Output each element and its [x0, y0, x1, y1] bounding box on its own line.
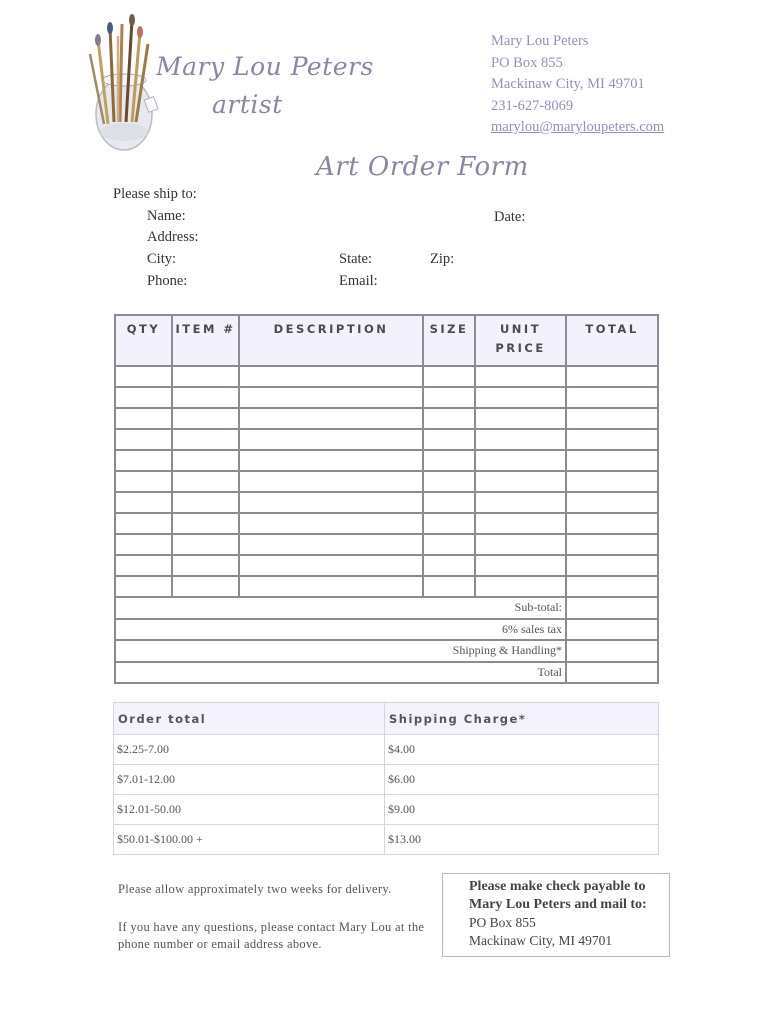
city-label: City: [147, 251, 177, 267]
subtotal-row [115, 597, 658, 619]
delivery-note: Please allow approximately two weeks for delivery. [118, 882, 392, 896]
grand-total-label: Total [115, 662, 566, 684]
form-title: Art Order Form [316, 152, 529, 182]
item-row[interactable] [115, 408, 658, 429]
email-label: Email: [339, 273, 378, 289]
state-label: State: [339, 251, 373, 267]
sales-tax-row [115, 619, 658, 641]
header-qty: QTY [115, 315, 172, 366]
order-range: $12.01-50.00 [114, 795, 385, 825]
sales-tax-label: 6% sales tax [115, 619, 566, 641]
shipping-charge-table [113, 702, 659, 855]
shipping-header-row [114, 703, 659, 735]
brush-jar-logo [84, 14, 344, 154]
item-row[interactable] [115, 555, 658, 576]
header-size: SIZE [423, 315, 475, 366]
subtotal-label: Sub-total: [115, 597, 566, 619]
shipping-charge: $13.00 [385, 825, 659, 855]
order-range: $2.25-7.00 [114, 735, 385, 765]
logo-subtitle: artist [212, 90, 283, 119]
shipping-row [114, 795, 659, 825]
shipping-row [114, 825, 659, 855]
item-row[interactable] [115, 534, 658, 555]
header-description: DESCRIPTION [239, 315, 423, 366]
item-row[interactable] [115, 450, 658, 471]
header-unit-price: UNIT PRICE [475, 315, 566, 366]
grand-total-row [115, 662, 658, 684]
payment-instructions-box [442, 873, 670, 957]
shipping-handling-value[interactable] [566, 640, 658, 662]
contact-po-box: PO Box 855 [491, 54, 563, 71]
item-row[interactable] [115, 513, 658, 534]
payable-po-box: PO Box 855 [469, 915, 536, 930]
contact-name: Mary Lou Peters [491, 33, 589, 49]
order-items-table [114, 314, 659, 684]
shipping-charge: $4.00 [385, 735, 659, 765]
items-header-row [115, 315, 658, 366]
header-shipping-charge: Shipping Charge* [385, 703, 659, 735]
contact-city: Mackinaw City, MI 49701 [491, 76, 645, 92]
contact-phone: 231-627-8069 [491, 97, 574, 114]
item-row[interactable] [115, 576, 658, 597]
address-label: Address: [147, 229, 199, 245]
grand-total-value[interactable] [566, 662, 658, 684]
order-range: $7.01-12.00 [114, 765, 385, 795]
shipping-row [114, 735, 659, 765]
item-row[interactable] [115, 387, 658, 408]
header-order-total: Order total [114, 703, 385, 735]
payable-line-2: Mary Lou Peters and mail to: [469, 897, 647, 912]
phone-label: Phone: [147, 273, 188, 289]
payable-city: Mackinaw City, MI 49701 [469, 933, 613, 948]
zip-label: Zip: [430, 251, 455, 267]
logo-name: Mary Lou Peters [156, 52, 374, 81]
item-row[interactable] [115, 429, 658, 450]
item-row[interactable] [115, 471, 658, 492]
subtotal-value[interactable] [566, 597, 658, 619]
item-row[interactable] [115, 366, 658, 387]
order-range: $50.01-$100.00 + [114, 825, 385, 855]
shipping-handling-label: Shipping & Handling* [115, 640, 566, 662]
shipping-handling-row [115, 640, 658, 662]
shipping-charge: $9.00 [385, 795, 659, 825]
shipping-charge: $6.00 [385, 765, 659, 795]
name-label: Name: [147, 208, 186, 224]
shipping-row [114, 765, 659, 795]
item-row[interactable] [115, 492, 658, 513]
sales-tax-value[interactable] [566, 619, 658, 641]
header-item-number: ITEM # [172, 315, 239, 366]
questions-note: If you have any questions, please contact Mary Lou at the phone number or email address above. [118, 920, 425, 951]
ship-to-heading: Please ship to: [113, 186, 197, 202]
date-label: Date: [494, 209, 526, 225]
contact-block [491, 31, 664, 139]
contact-email-link[interactable]: marylou@maryloupeters.com [491, 119, 665, 135]
header-total: TOTAL [566, 315, 658, 366]
payable-line-1: Please make check payable to [469, 879, 646, 894]
